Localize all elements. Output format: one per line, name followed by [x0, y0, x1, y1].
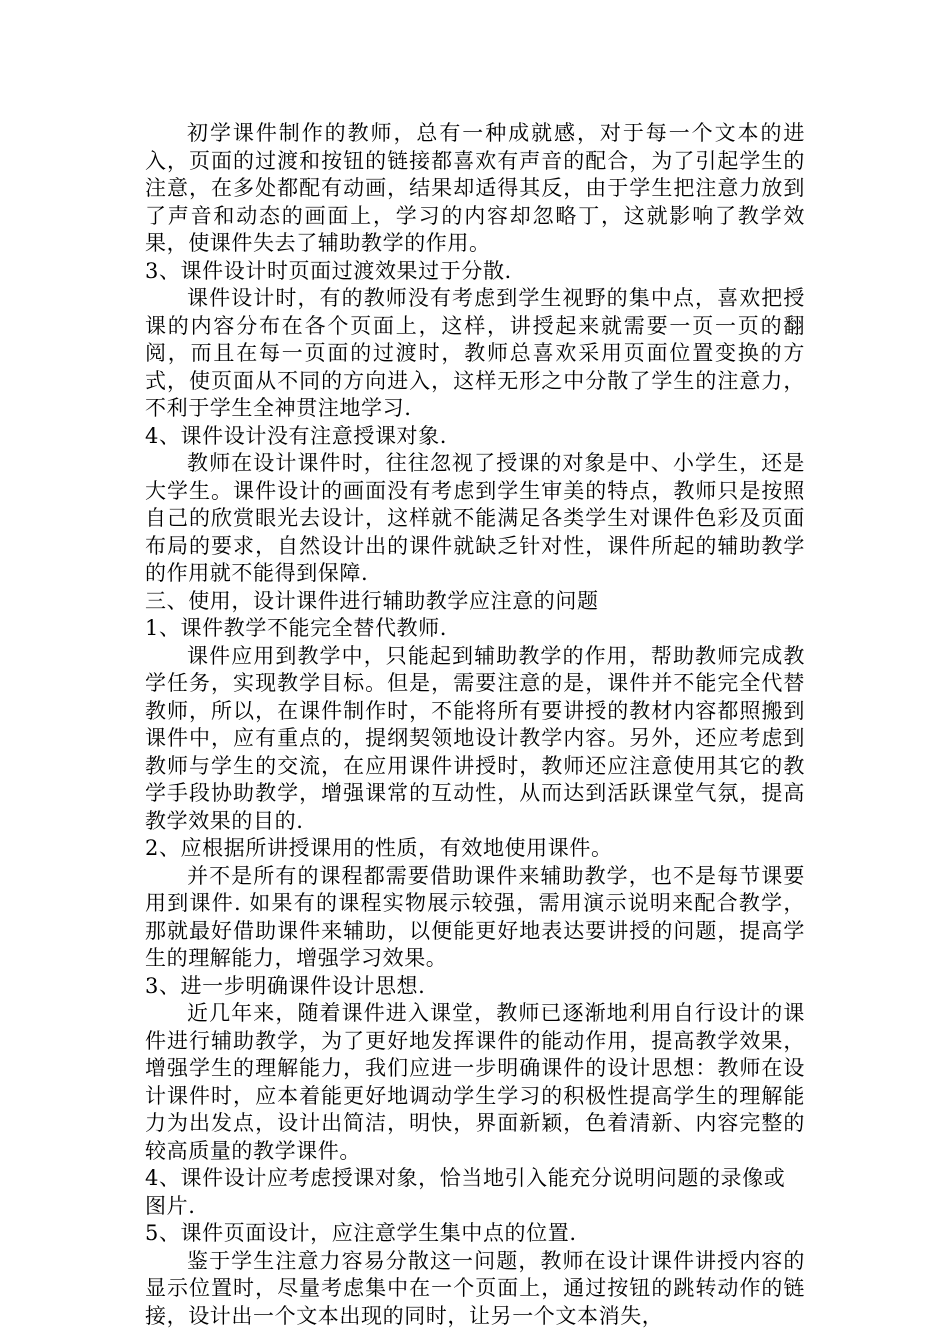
paragraph: 初学课件制作的教师，总有一种成就感，对于每一个文本的进入，页面的过渡和按钮的链接都喜欢有声音的配合，为了引起学生的注意，在多处都配有动画，结果却适得其反，由于学生把注意力放到了声音和动态的画面上，学习的内容却忽略丁，这就影响了教学效果，使课件失去了辅助教学的作用。 [145, 121, 805, 255]
paragraph: 教师在设计课件时，往往忽视了授课的对象是中、小学生，还是大学生。课件设计的画面没有考虑到学生审美的特点，教师只是按照自己的欣赏眼光去设计，这样就不能满足各类学生对课件色彩及页面布局的要求，自然设计出的课件就缺乏针对性，课件所起的辅助教学的作用就不能得到保障. [145, 451, 805, 585]
section-heading: 4、课件设计没有注意授课对象. [145, 423, 448, 448]
chapter-heading: 三、使用，设计课件进行辅助教学应注意的问题 [145, 588, 599, 613]
section-heading: 5、课件页面设计，应注意学生集中点的位置. [145, 1221, 577, 1245]
document-page [145, 120, 805, 1330]
section-heading: 3、进一步明确课件设计思想. [145, 973, 426, 998]
paragraph: 近几年来，随着课件进入课堂，教师已逐渐地利用自行设计的课件进行辅助教学，为了更好地发挥课件的能动作用，提高教学效果，增强学生的理解能力，我们应进一步明确课件的设计思想：教师在设计课件时，应本着能更好地调动学生学习的积极性提高学生的理解能力为出发点，设计出简洁，明快，界面新颖，色着清新、内容完整的较高质量的教学课件。 [145, 1001, 805, 1163]
section-heading: 4、课件设计应考虑授课对象，恰当地引入能充分说明问题的录像或图片. [145, 1166, 786, 1218]
paragraph: 鉴于学生注意力容易分散这一问题，教师在设计课件讲授内容的显示位置时，尽量考虑集中在一个页面上，通过按钮的跳转动作的链接，设计出一个文本出现的同时，让另一个文本消失， [145, 1248, 805, 1328]
section-heading: 1、课件教学不能完全替代教师. [145, 616, 448, 640]
paragraph: 课件应用到教学中，只能起到辅助教学的作用，帮助教师完成教学任务，实现教学目标。但是，需要注意的是，课件并不能完全代替教师，所以，在课件制作时，不能将所有要讲授的教材内容都照搬到课件中，应有重点的，提纲契领地设计教学内容。另外，还应考虑到教师与学生的交流，在应用课件讲授时，教师还应注意使用其它的教学手段协助教学，增强课常的互动性，从而达到活跃课堂气氛，提高教学效果的目的. [145, 643, 805, 833]
section-heading: 2、应根据所讲授课用的性质，有效地使用课件。 [145, 836, 613, 860]
section-heading: 3、课件设计时页面过渡效果过于分散. [145, 258, 512, 283]
paragraph: 并不是所有的课程都需要借助课件来辅助教学，也不是每节课要用到课件. 如果有的课程实物展示较强，需用演示说明来配合教学，那就最好借助课件来辅助，以便能更好地表达要讲授的问题，提高学生的理解能力，增强学习效果。 [145, 863, 805, 970]
paragraph: 课件设计时，有的教师没有考虑到学生视野的集中点，喜欢把授课的内容分布在各个页面上，这样，讲授起来就需要一页一页的翻阅，而且在每一页面的过渡时，教师总喜欢采用页面位置变换的方式，使页面从不同的方向进入，这样无形之中分散了学生的注意力，不利于学生全神贯注地学习. [145, 286, 805, 420]
